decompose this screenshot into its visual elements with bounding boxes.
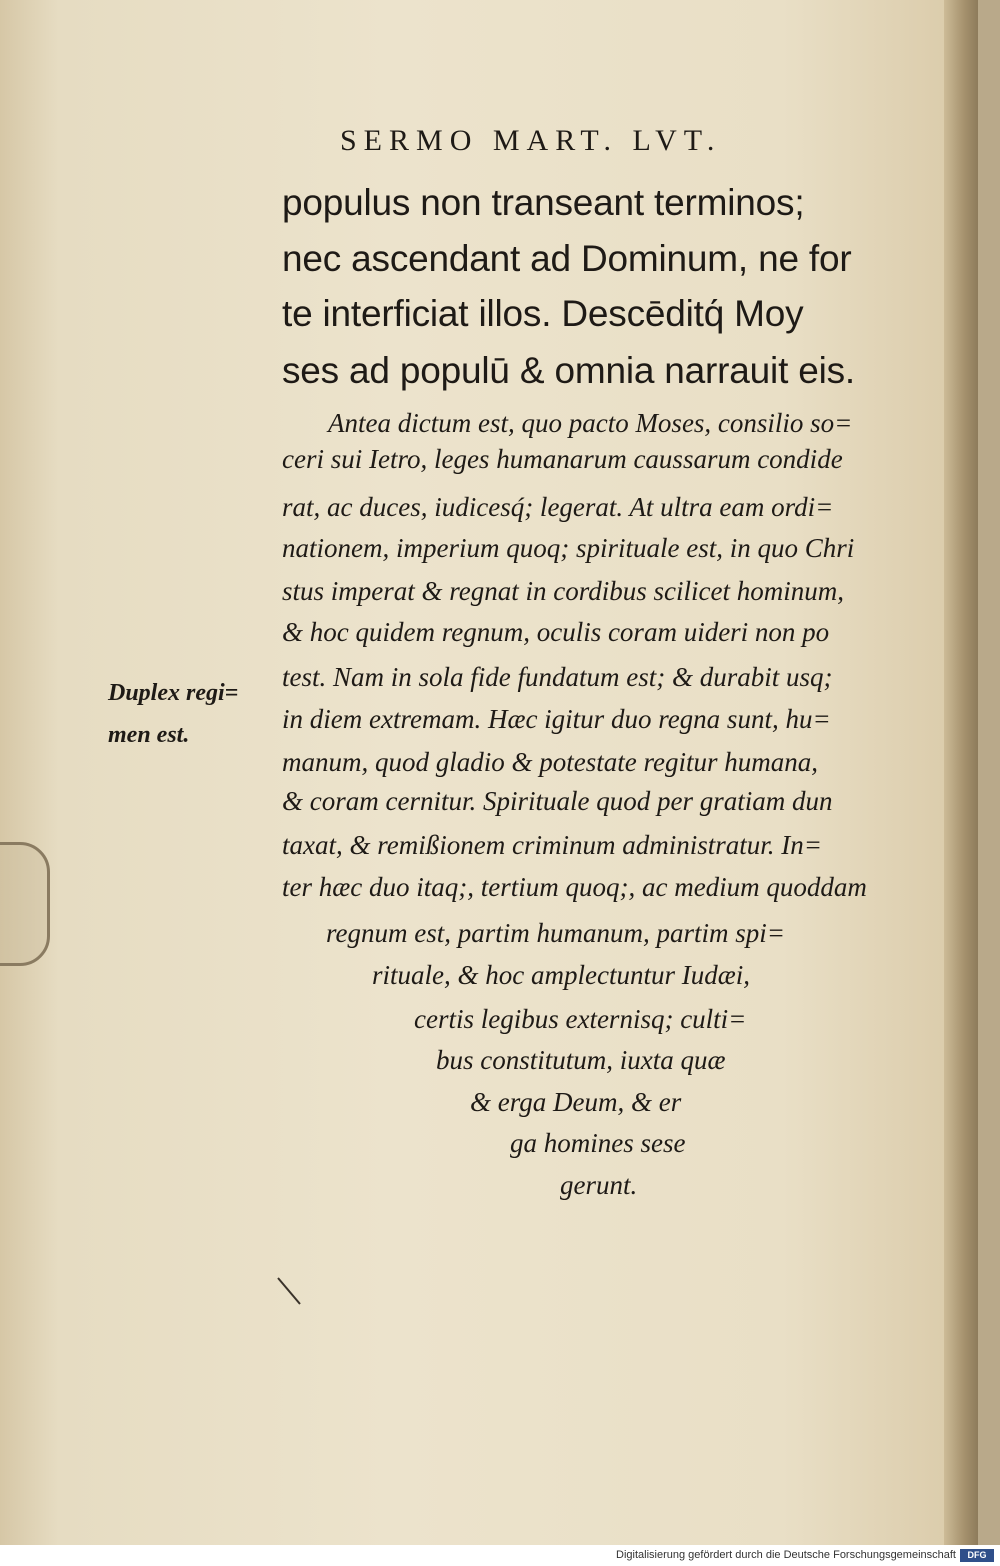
body-line: rat, ac duces, iudicesq́; legerat. At ultra eam ordi= [282, 492, 834, 522]
body-line: & coram cernitur. Spirituale quod per gratiam dun [282, 786, 833, 816]
marginal-note: Duplex regi= [108, 680, 239, 706]
marginal-note: men est. [108, 722, 190, 748]
body-line: stus imperat & regnat in cordibus scilicet hominum, [282, 576, 844, 606]
page-gutter [944, 0, 978, 1545]
ink-stroke [270, 1270, 310, 1320]
body-line: rituale, & hoc amplectuntur Iudæi, [372, 960, 750, 990]
body-line: taxat, & remißionem criminum administratur. In= [282, 830, 822, 860]
body-line: ceri sui Ietro, leges humanarum caussarum condide [282, 444, 843, 474]
body-line: nec ascendant ad Dominum, ne for [282, 238, 852, 279]
body-line: certis legibus externisq; culti= [414, 1004, 747, 1034]
bookmark-tab [0, 842, 50, 966]
body-line: test. Nam in sola fide fundatum est; & durabit usq; [282, 662, 833, 692]
dfg-logo-icon: DFG [960, 1549, 994, 1562]
footer-bar [0, 1545, 1000, 1566]
body-line: te interficiat illos. Descēditq́ Moy [282, 293, 804, 334]
body-line: regnum est, partim humanum, partim spi= [326, 918, 785, 948]
body-line: & erga Deum, & er [470, 1087, 682, 1117]
body-line: ter hæc duo itaq;, tertium quoq;, ac medium quoddam [282, 872, 867, 902]
body-line: & hoc quidem regnum, oculis coram uideri non po [282, 617, 830, 647]
body-line: in diem extremam. Hæc igitur duo regna sunt, hu= [282, 704, 831, 734]
body-line: ses ad populū & omnia narrauit eis. [282, 350, 856, 391]
footer-credit: Digitalisierung gefördert durch die Deutsche Forschungsgemeinschaft [616, 1549, 956, 1561]
body-line: gerunt. [560, 1170, 638, 1200]
running-title: SERMO MART. LVT. [340, 124, 722, 157]
body-line: ga homines sese [510, 1128, 686, 1158]
body-line: manum, quod gladio & potestate regitur humana, [282, 747, 818, 777]
body-line: bus constitutum, iuxta quæ [436, 1045, 726, 1075]
body-line: populus non transeant terminos; [282, 182, 805, 223]
body-line: Antea dictum est, quo pacto Moses, consilio so= [328, 408, 853, 438]
body-line: nationem, imperium quoq; spirituale est, in quo Chri [282, 533, 855, 563]
